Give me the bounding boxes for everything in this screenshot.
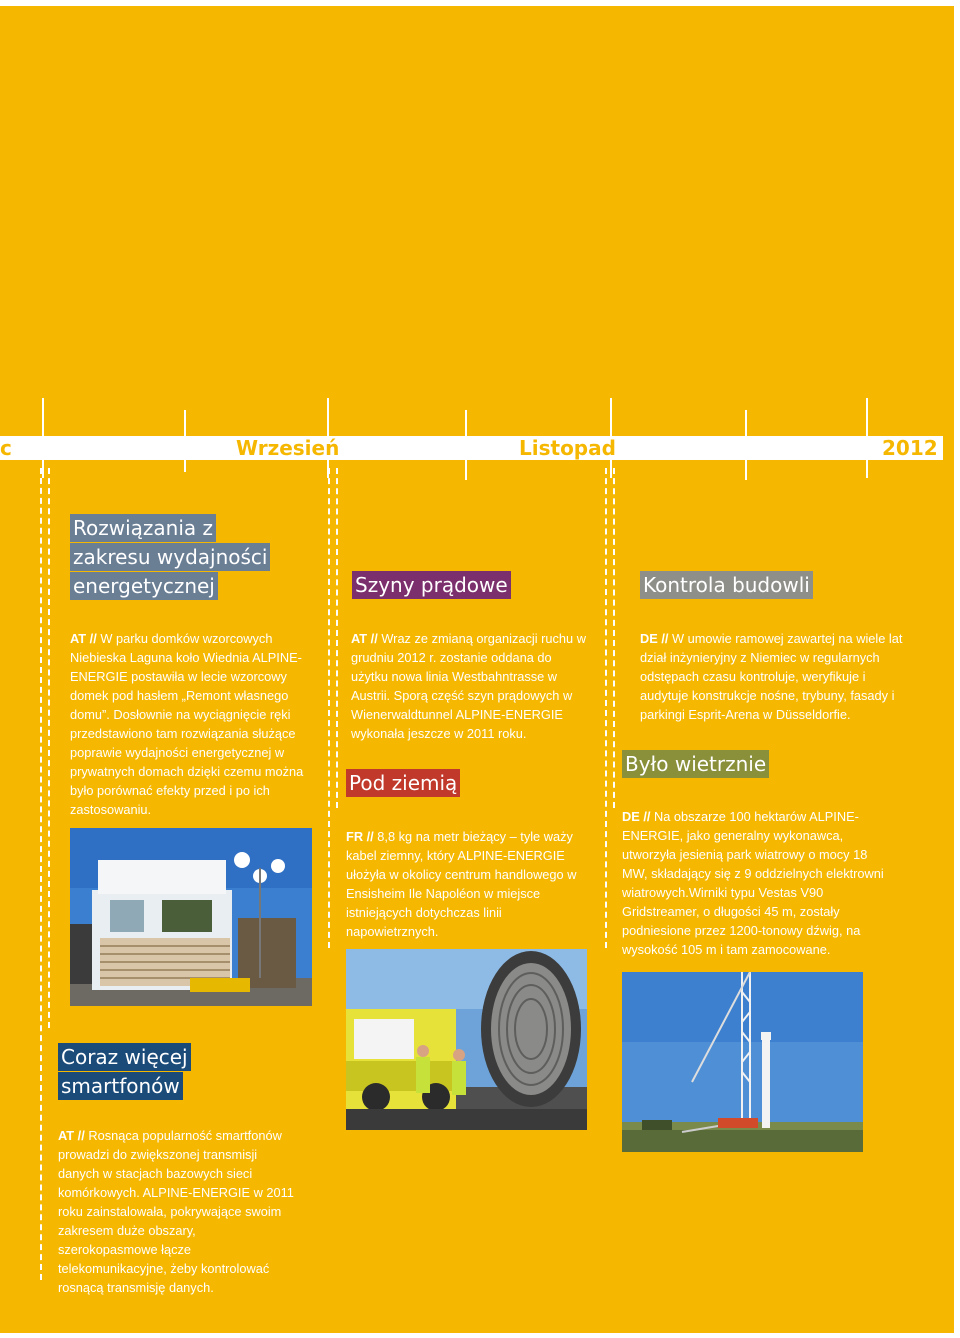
windy-title-line: Było wietrznie [622,750,769,778]
underground-body [346,827,586,941]
construction-text: W umowie ramowej zawartej na wiele lat dział inżynieryjny z Niemiec w regularnych odstępach czasu kontroluje, weryfikuje i audytuje konstrukcje nośne, trybuny, fasady i parkingi Esprit-Arena w Düsseldorfie. [640,631,903,722]
month-label-c: c [0,436,12,460]
wind-turbine-photo [622,972,863,1152]
timeline-tick [465,410,467,480]
month-label-2012: 2012 [882,436,938,460]
rails-title-line: Szyny prądowe [352,571,511,599]
cable-drum-photo [346,949,587,1130]
month-label-september: Wrzesień [236,436,340,460]
smartphones-text: Rosnąca popularność smartfonów prowadzi do zwiększonej transmisji danych w stacjach bazowych sieci komórkowych. ALPINE-ENERGIE w 2011 roku zainstalowała, pokrywające swoim zakresem duże obszary, szerokopasmowe łącze telekomunikacyjne, żeby kontrolować rosnącą transmisję danych. [58,1128,294,1295]
timeline-tick [866,398,868,478]
timeline-guide-line [48,468,50,1028]
energy-title [70,514,270,601]
windy-text: Na obszarze 100 hektarów ALPINE-ENERGIE, jako generalny wykonawca, utworzyła jesienią park wiatrowy o mocy 18 MW, składający się z 9 oddzielnych elektrowni wiatrowych.Wirniki typu Vestas V90 Gridstreamer, o długości 45 m, zostały podniesione przez 1200-tonowy dźwig, na wysokość 105 m i tam zamocowane. [622,809,884,957]
rails-body [351,629,591,743]
smartphones-title-line: smartfonów [58,1072,183,1100]
construction-title-line: Kontrola budowli [640,571,813,599]
energy-country: AT // [70,631,97,646]
rails-text: Wraz ze zmianą organizacji ruchu w grudniu 2012 r. zostanie oddana do użytku nowa linia Westbahntrasse w Austrii. Sporą część szyn prądowych w Wienerwaldtunnel ALPINE-ENERGIE wykonała jeszcze w 2011 roku. [351,631,586,741]
yellow-panel [0,6,954,1333]
smartphones-title [58,1043,191,1101]
rails-title [352,571,511,600]
timeline-guide-line [328,468,330,948]
windy-title [622,750,769,779]
underground-title [346,769,460,798]
timeline-guide-line [40,468,42,1280]
windy-body [622,807,892,959]
windy-country: DE // [622,809,651,824]
smartphones-title-line: Coraz więcej [58,1043,191,1071]
underground-country: FR // [346,829,374,844]
timeline-guide-line [605,468,607,948]
model-house-photo [70,828,312,1006]
energy-title-line: Rozwiązania z [70,514,216,542]
energy-title-line: energetycznej [70,572,218,600]
timeline-tick [42,398,44,478]
construction-country: DE // [640,631,669,646]
energy-text: W parku domków wzorcowych Niebieska Laguna koło Wiednia ALPINE-ENERGIE postawiła w lecie wzorcowy domek pod hasłem „Remont własnego domu”. Dosłownie na wyciągnięcie ręki przedstawiono tam rozwiązania służące poprawie wydajności energetycznej w prywatnych domach dzięki czemu można było porównać efekty przed i po ich zastosowaniu. [70,631,304,817]
timeline-band [0,436,943,460]
energy-body [70,629,310,819]
construction-title [640,571,813,600]
rails-country: AT // [351,631,378,646]
timeline-guide-line [336,468,338,808]
month-label-november: Listopad [519,436,616,460]
timeline-tick [745,410,747,480]
underground-title-line: Pod ziemią [346,769,460,797]
smartphones-country: AT // [58,1128,85,1143]
timeline-tick [184,410,186,472]
energy-title-line: zakresu wydajności [70,543,270,571]
timeline-guide-line [613,468,615,808]
construction-body [640,629,910,724]
underground-text: 8,8 kg na metr bieżący – tyle waży kabel ziemny, który ALPINE-ENERGIE ułożyła w okolicy centrum handlowego w Ensisheim Ile Napoléon w miejsce istniejących dotychczas linii napowietrznych. [346,829,577,939]
smartphones-body [58,1126,298,1297]
